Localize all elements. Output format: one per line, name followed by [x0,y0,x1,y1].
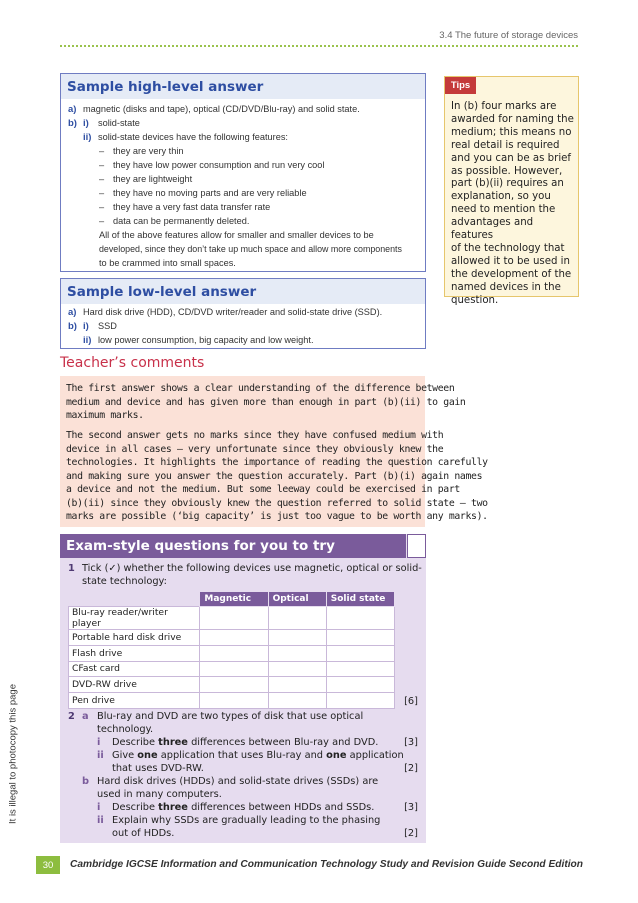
low-answer-title: Sample low-level answer [67,283,257,300]
q2bii-line-1: Explain why SSDs are gradually leading to the phasing [112,815,381,826]
teacher-p2-line: marks are possible (‘big capacity’ is just too vague to be worth any marks). [66,511,488,522]
low-b-label: b) [68,321,77,332]
tips-line: advantages and features [451,217,534,242]
low-answer-title-bar [61,279,425,304]
tips-line: allowed it to be used in [451,255,570,267]
summary-line-2: developed, since they don’t take up much space and allow more components [99,244,402,254]
tips-box [444,76,579,306]
device-name: Blu-ray reader/writer player [69,607,200,630]
tips-line: of the technology that [451,242,565,254]
q2bi-text [112,802,374,813]
high-bi-label: i) [83,118,89,129]
tick-cell-solid-state[interactable] [326,693,394,709]
tips-line: awarded for naming the [451,113,574,125]
q2b-line-1: Hard disk drives (HDDs) and solid-state drives (SSDs) are [97,776,379,787]
tips-line: part (b)(ii) requires an [451,178,564,190]
tick-cell-optical[interactable] [268,661,326,677]
tips-text [451,101,577,308]
exam-corner-box [407,534,426,558]
tick-cell-magnetic[interactable] [200,693,268,709]
teacher-p2-line: (b)(ii) since they obviously knew the question referred to solid state – two [66,497,488,509]
table-header-magnetic: Magnetic [200,592,268,607]
low-bii-text: low power consumption, big capacity and low weight. [98,335,314,345]
tips-line: as possible. However, [451,165,563,177]
table-row [69,607,395,630]
sample-high-answer-box [60,73,426,272]
high-a-label: a) [68,104,77,115]
table-row [69,645,395,661]
tick-cell-magnetic[interactable] [200,677,268,693]
tick-cell-magnetic[interactable] [200,645,268,661]
teacher-p1-line: The first answer shows a clear understanding of the difference between [66,383,455,394]
high-answer-title-bar [61,74,425,99]
tick-cell-solid-state[interactable] [326,607,394,630]
tips-line: named devices in the [451,281,561,293]
dotted-rule [60,45,578,47]
teacher-p2-line: a device and not the medium. But some leeway could be exercised in part [66,484,460,495]
tick-cell-optical[interactable] [268,645,326,661]
q2ai-pre: Describe [112,737,159,748]
q2aii-label: ii [97,750,104,761]
teacher-comments-heading: Teacher’s comments [60,355,205,371]
q1-line-1: Tick (✓) whether the following devices use magnetic, optical or solid- [82,563,422,574]
q2a-line-2: technology. [97,724,154,735]
table-header-row [69,592,395,607]
teacher-p2-line: technologies. It highlights the importance of reading the question carefully [66,457,488,468]
tick-cell-optical[interactable] [268,677,326,693]
q2aii-mid: application that uses Blu-ray and [157,750,327,761]
dash-6: – [99,216,105,226]
high-a-text: magnetic (disks and tape), optical (CD/DVD/Blu-ray) and solid state. [83,104,360,114]
tips-line: and you can be as brief [451,152,572,164]
q2bi-post: differences between HDDs and SSDs. [187,802,375,813]
tick-cell-solid-state[interactable] [326,677,394,693]
tick-cell-optical[interactable] [268,630,326,646]
summary-line-3: to be crammed into small spaces. [99,258,236,268]
q2bi-marks: [3] [404,802,418,813]
table-header-blank [69,592,200,607]
q2aii-post: application [346,750,404,761]
table-row [69,630,395,646]
teacher-p1-line: medium and device and has given more than enough in part (b)(ii) to gain [66,396,466,408]
side-note-text: It is illegal to photocopy this page [7,684,19,824]
tips-line: real detail is required [451,139,560,151]
q2ai-marks: [3] [404,737,418,748]
tick-cell-solid-state[interactable] [326,661,394,677]
tips-line: question. [451,294,499,306]
q1-number: 1 [68,563,75,574]
tips-line: explanation, so you [451,191,551,203]
q2bi-label: i [97,802,101,813]
q2ai-text [112,737,378,748]
q2aii-pre: Give [112,750,138,761]
q2bi-pre: Describe [112,802,159,813]
q2aii-line-2: that uses DVD-RW. [112,763,204,774]
table-header-optical: Optical [268,592,326,607]
dash-4: – [99,188,105,198]
high-bi-text: solid-state [98,118,140,128]
feature-3: they are lightweight [113,174,193,184]
running-head: 3.4 The future of storage devices [439,30,578,41]
tips-line: medium; this means no [451,126,572,138]
device-name: CFast card [69,661,200,677]
table-row [69,693,395,709]
tips-line: the development of the [451,268,572,280]
device-name: Flash drive [69,645,200,661]
tips-badge: Tips [445,77,476,94]
q2ai-bold: three [158,737,188,748]
q2a-label: a [82,711,89,722]
page-number: 30 [36,856,60,874]
low-a-text: Hard disk drive (HDD), CD/DVD writer/reader and solid-state drive (SSD). [83,307,383,317]
q2a-line-1: Blu-ray and DVD are two types of disk that use optical [97,711,364,722]
tick-cell-magnetic[interactable] [200,661,268,677]
tips-line: need to mention the [451,204,556,216]
tick-cell-solid-state[interactable] [326,630,394,646]
feature-4: they have no moving parts and are very reliable [113,188,307,198]
q1-line-2: state technology: [82,576,167,587]
tick-cell-solid-state[interactable] [326,645,394,661]
tick-cell-magnetic[interactable] [200,607,268,630]
feature-1: they are very thin [113,146,184,156]
exam-title: Exam-style questions for you to try [60,534,406,558]
device-name: DVD-RW drive [69,677,200,693]
device-name: Portable hard disk drive [69,630,200,646]
teacher-p2-line: and making sure you answer the question accurately. Part (b)(i) again names [66,470,483,482]
q2ai-label: i [97,737,101,748]
q2-number: 2 [68,711,75,722]
summary-line-1: All of the above features allow for smaller and smaller devices to be [99,230,374,240]
table-header-solid-state: Solid state [326,592,394,607]
tick-cell-magnetic[interactable] [200,630,268,646]
q2b-label: b [82,776,90,787]
q1-marks: [6] [404,696,418,707]
dash-2: – [99,160,105,170]
q2bii-label: ii [97,815,104,826]
q2bi-bold: three [158,802,188,813]
high-bii-text: solid-state devices have the following features: [98,132,288,142]
table-row [69,661,395,677]
sample-low-answer-box [60,278,426,349]
tips-line: In (b) four marks are [451,101,557,112]
tick-cell-optical[interactable] [268,693,326,709]
teacher-p1-line: maximum marks. [66,410,144,421]
low-bi-label: i) [83,321,89,332]
teacher-p2-line: device in all cases – very unfortunate since they obviously knew the [66,443,444,455]
high-b-label: b) [68,118,77,129]
q2b-line-2: used in many computers. [97,789,222,800]
high-answer-title: Sample high-level answer [67,78,264,95]
feature-2: they have low power consumption and run very cool [113,160,325,170]
book-title: Cambridge IGCSE Information and Communication Technology Study and Revision Guide Second Edition [70,859,583,870]
q2bii-line-2: out of HDDs. [112,828,175,839]
q2aii-bold-1: one [137,750,158,761]
dash-5: – [99,202,105,212]
q2ai-post: differences between Blu-ray and DVD. [187,737,379,748]
low-bi-text: SSD [98,321,117,331]
table-row [69,677,395,693]
high-bii-label: ii) [83,132,92,143]
q2aii-bold-2: one [326,750,347,761]
teacher-comments-box [60,376,488,527]
devices-table [68,591,395,709]
teacher-p2-line: The second answer gets no marks since they have confused medium with [66,430,444,441]
exam-questions-box [60,534,426,843]
q2aii-text [112,750,404,761]
low-bii-label: ii) [83,335,92,346]
low-a-label: a) [68,307,77,318]
dash-1: – [99,146,105,156]
q2bii-marks: [2] [404,828,418,839]
feature-5: they have a very fast data transfer rate [113,202,271,212]
dash-3: – [99,174,105,184]
side-note [4,668,22,840]
q2aii-marks: [2] [404,763,418,774]
feature-6: data can be permanently deleted. [113,216,250,226]
device-name: Pen drive [69,693,200,709]
tick-cell-optical[interactable] [268,607,326,630]
